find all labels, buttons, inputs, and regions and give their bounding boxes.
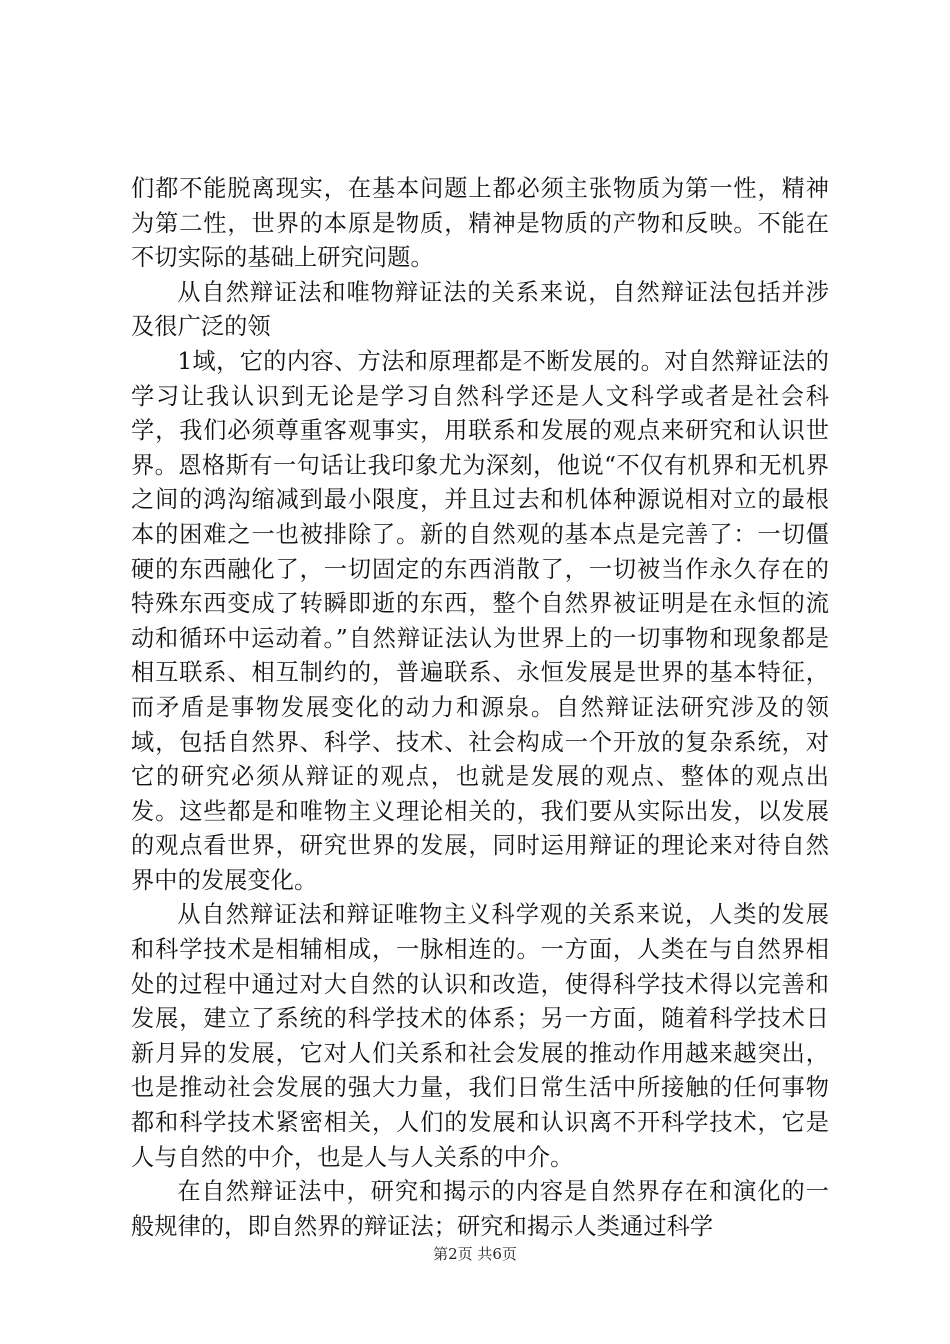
paragraph-2: 从自然辩证法和唯物辩证法的关系来说，自然辩证法包括并涉及很广泛的领 <box>131 278 829 341</box>
paragraph-3: 1域，它的内容、方法和原理都是不断发展的。对自然辩证法的学习让我认识到无论是学习自然科学还是人文科学或者是社会科学，我们必须尊重客观事实，用联系和发展的观点来研究和认识世界。恩格斯有一句话让我印象尤为深刻，他说“不仅有机界和无机界之间的鸿沟缩减到最小限度，并且过去和机体种源说相对立的最根本的困难之一也被排除了。新的自然观的基本点是完善了：一切僵硬的东西融化了，一切固定的东西消散了，一切被当作永久存在的特殊东西变成了转瞬即逝的东西，整个自然界被证明是在永恒的流动和循环中运动着。”自然辩证法认为世界上的一切事物和现象都是相互联系、相互制约的，普遍联系、永恒发展是世界的基本特征，而矛盾是事物发展变化的动力和源泉。自然辩证法研究涉及的领域，包括自然界、科学、技术、社会构成一个开放的复杂系统，对它的研究必须从辩证的观点，也就是发展的观点、整体的观点出发。这些都是和唯物主义理论相关的，我们要从实际出发，以发展的观点看世界，研究世界的发展，同时运用辩证的理论来对待自然界中的发展变化。 <box>131 347 829 894</box>
paragraph-1: 们都不能脱离现实，在基本问题上都必须主张物质为第一性，精神为第二性，世界的本原是物质，精神是物质的产物和反映。不能在不切实际的基础上研究问题。 <box>131 175 829 272</box>
document-body <box>131 172 829 1244</box>
paragraph-4: 从自然辩证法和辩证唯物主义科学观的关系来说，人类的发展和科学技术是相辅相成，一脉相连的。一方面，人类在与自然界相处的过程中通过对大自然的认识和改造，使得科学技术得以完善和发展，建立了系统的科学技术的体系；另一方面，随着科学技术日新月异的发展，它对人们关系和社会发展的推动作用越来越突出，也是推动社会发展的强大力量，我们日常生活中所接触的任何事物都和科学技术紧密相关，人们的发展和认识离不开科学技术，它是人与自然的中介，也是人与人关系的中介。 <box>131 901 829 1171</box>
page-number-label: 第2页 共6页 <box>433 1245 517 1263</box>
page-footer <box>0 1244 950 1264</box>
paragraph-5: 在自然辩证法中，研究和揭示的内容是自然界存在和演化的一般规律的，即自然界的辩证法；研究和揭示人类通过科学 <box>131 1178 829 1240</box>
